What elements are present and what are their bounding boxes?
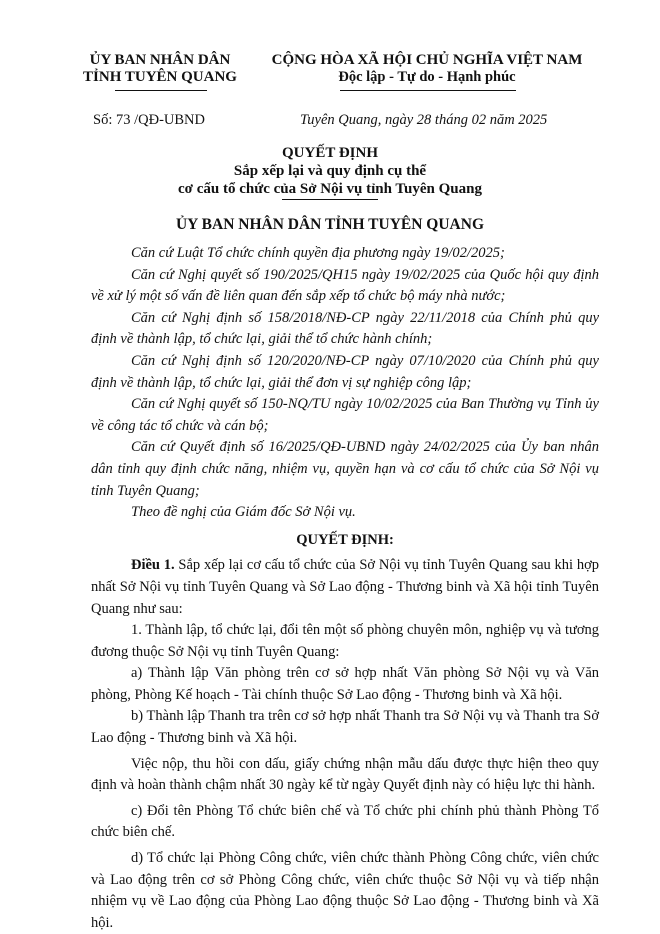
decision-heading: QUYẾT ĐỊNH:: [296, 531, 394, 548]
clause-1d: d) Tổ chức lại Phòng Công chức, viên chức thành Phòng Công chức, viên chức và Lao động trên cơ sở Phòng Công chức, viên chức thuộc Sở Nội vụ và tiếp nhận nhiệm vụ về Lao động của Phòng Lao động thuộc Sở Lao động - Thương binh và Xã hội.: [91, 850, 599, 931]
nation-line-1: CỘNG HÒA XÃ HỘI CHỦ NGHĨA VIỆT NAM: [271, 52, 583, 68]
legal-basis-2: Căn cứ Nghị quyết số 190/2025/QH15 ngày 19/02/2025 của Quốc hội quy định về xử lý một số vấn đề liên quan đến sắp xếp tổ chức bộ máy nhà nước;: [91, 266, 599, 305]
org-underline: [115, 90, 207, 91]
clause-1: 1. Thành lập, tổ chức lại, đổi tên một số phòng chuyên môn, nghiệp vụ và tương đương thuộc Sở Nội vụ tỉnh Tuyên Quang:: [91, 622, 599, 660]
legal-basis-1: Căn cứ Luật Tổ chức chính quyền địa phương ngày 19/02/2025;: [131, 245, 505, 261]
proposal-note: Theo đề nghị của Giám đốc Sở Nội vụ.: [131, 504, 356, 521]
title-underline: [282, 199, 378, 200]
seal-note: Việc nộp, thu hồi con dấu, giấy chứng nhận mẫu dấu được thực hiện theo quy định và hoàn thành chậm nhất 30 ngày kể từ ngày Quyết định này có hiệu lực thi hành.: [91, 755, 599, 794]
org-line-1: ỦY BAN NHÂN DÂN: [89, 52, 231, 68]
document-body: [91, 243, 599, 934]
article-1: [91, 555, 599, 620]
article-1-text: Sắp xếp lại cơ cấu tổ chức của Sở Nội vụ tỉnh Tuyên Quang sau khi hợp nhất Sở Nội vụ tỉnh Tuyên Quang và Sở Lao động - Thương binh và Xã hội tỉnh Tuyên Quang như sau:: [91, 557, 600, 617]
document-number: Số: 73 /QĐ-UBND: [93, 112, 205, 128]
issuing-organization: [70, 52, 250, 86]
motto-underline: [340, 90, 516, 91]
issuer-heading: ỦY BAN NHÂN DÂN TỈNH TUYÊN QUANG: [175, 216, 485, 233]
clause-1b: b) Thành lập Thanh tra trên cơ sở hợp nhất Thanh tra Sở Nội vụ và Thanh tra Sở Lao động - Thương binh và Xã hội.: [91, 708, 599, 747]
subject-line-2: cơ cấu tổ chức của Sở Nội vụ tỉnh Tuyên Quang: [177, 181, 482, 197]
legal-basis-4: Căn cứ Nghị định số 120/2020/NĐ-CP ngày 07/10/2020 của Chính phủ quy định về thành lập, tổ chức lại, giải thể đơn vị sự nghiệp công lập;: [91, 352, 599, 391]
legal-basis-6: Căn cứ Quyết định số 16/2025/QĐ-UBND ngày 24/02/2025 của Ủy ban nhân dân tỉnh quy định chức năng, nhiệm vụ, quyền hạn và cơ cấu tổ chức của Sở Nội vụ tỉnh Tuyên Quang;: [91, 439, 599, 499]
clause-1a: a) Thành lập Văn phòng trên cơ sở hợp nhất Văn phòng Sở Nội vụ và Văn phòng, Phòng Kế hoạch - Tài chính thuộc Sở Lao động - Thương binh và Xã hội.: [91, 665, 599, 703]
legal-basis-3: Căn cứ Nghị định số 158/2018/NĐ-CP ngày 22/11/2018 của Chính phủ quy định về thành lập, tổ chức lại, giải thể tổ chức hành chính;: [91, 309, 599, 348]
org-line-2: TỈNH TUYÊN QUANG: [83, 69, 237, 85]
national-heading: [262, 52, 592, 86]
legal-basis-5: Căn cứ Nghị quyết số 150-NQ/TU ngày 10/02/2025 của Ban Thường vụ Tỉnh ủy về công tác tổ chức và cán bộ;: [91, 396, 599, 434]
document-type: QUYẾT ĐỊNH: [282, 145, 378, 161]
nation-motto: Độc lập - Tự do - Hạnh phúc: [338, 69, 516, 85]
clause-1c: c) Đổi tên Phòng Tổ chức biên chế và Tổ chức phi chính phủ thành Phòng Tổ chức biên chế.: [91, 802, 599, 841]
place-and-date: Tuyên Quang, ngày 28 tháng 02 năm 2025: [300, 112, 548, 128]
subject-line-1: Sắp xếp lại và quy định cụ thể: [233, 163, 427, 179]
article-1-label: Điều 1.: [131, 557, 175, 574]
